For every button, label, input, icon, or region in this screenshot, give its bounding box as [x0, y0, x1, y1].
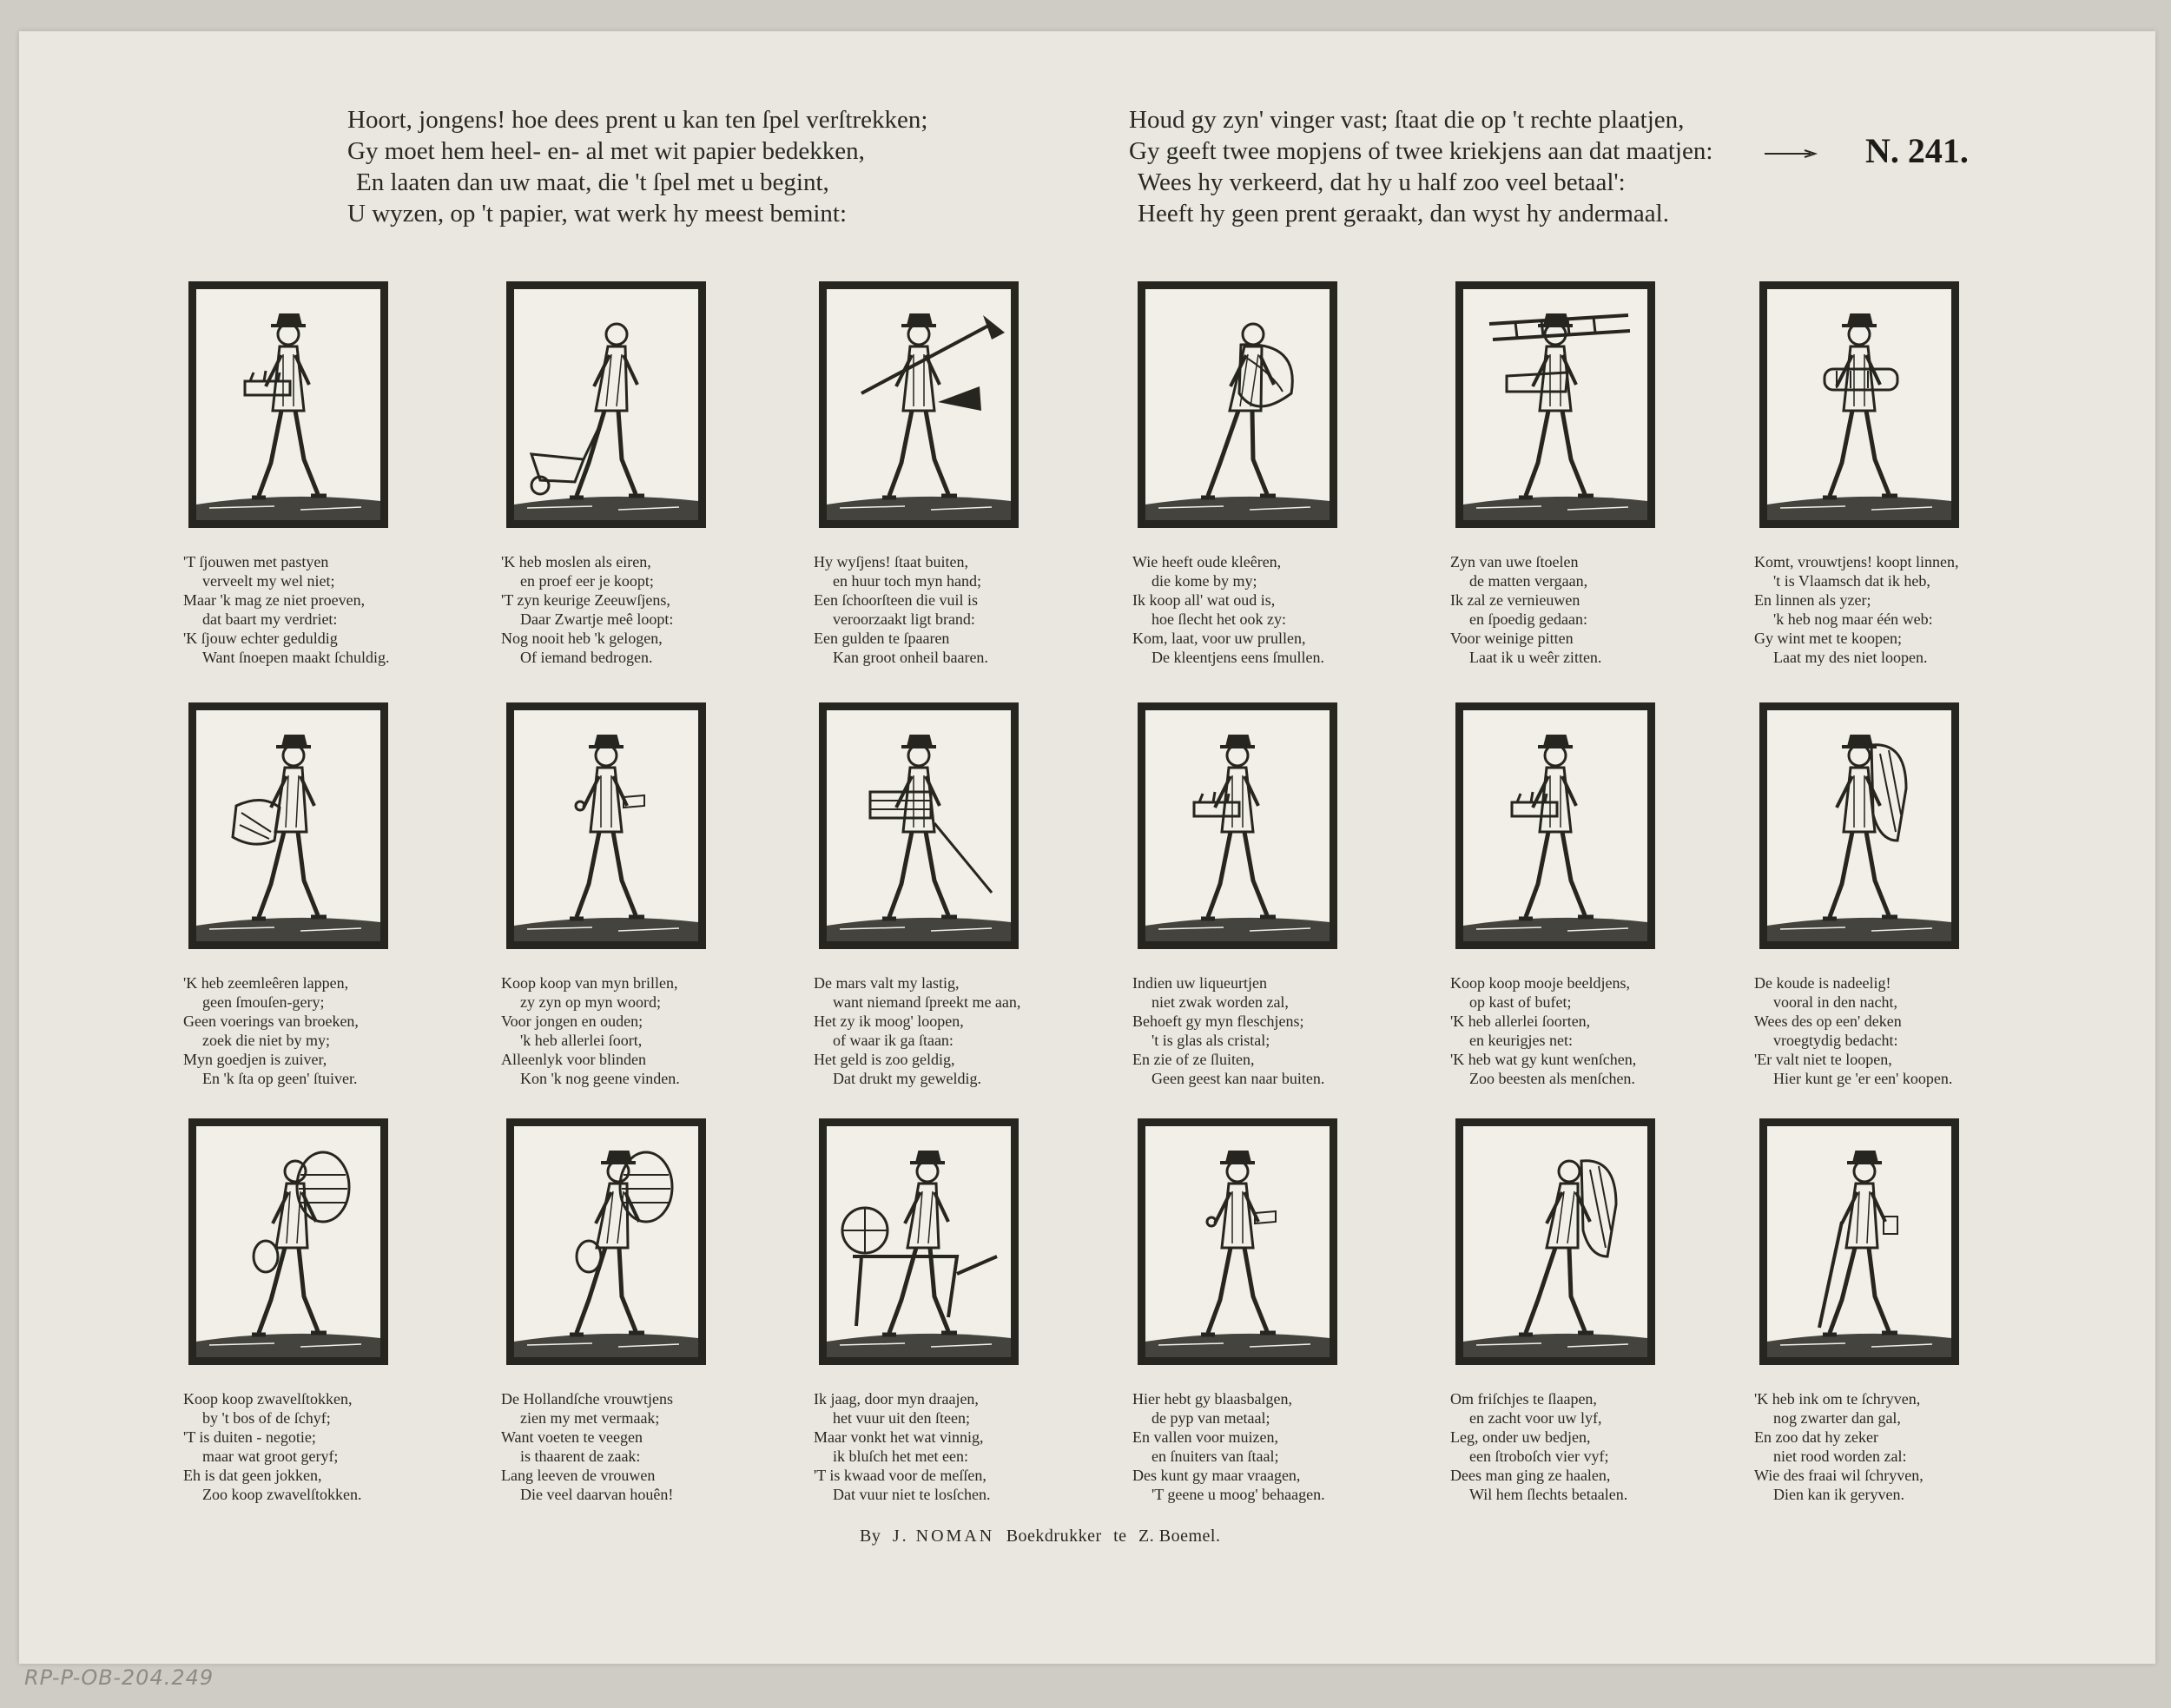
verse-line: En zoo dat hy zeker [1754, 1428, 1878, 1446]
header-stanza-left [347, 104, 1077, 260]
woodcut-verse [183, 973, 478, 1088]
header-line: Houd gy zyn' vinger vast; ſtaat die op 't rechte plaatjen, [1129, 106, 1685, 134]
verse-line: 't is glas als cristal; [1151, 1032, 1270, 1049]
verse-line: vroegtydig bedacht: [1773, 1032, 1898, 1049]
verse-line: 'T zyn keurige Zeeuwſjens, [501, 591, 670, 609]
verse-line: zoek die niet by my; [202, 1032, 330, 1049]
header-line: Heeft hy geen prent geraakt, dan wyst hy andermaal. [1138, 200, 1669, 228]
verse-line: 'k heb allerlei ſoort, [520, 1032, 643, 1049]
verse-line: niet rood worden zal: [1773, 1448, 1907, 1465]
verse-line: Eh is dat geen jokken, [183, 1467, 322, 1484]
woodcut-frame-spectacle-seller [506, 702, 706, 949]
verse-line: het vuur uit den ſteen; [833, 1409, 970, 1427]
verse-line: Voor weinige pitten [1450, 630, 1574, 647]
verse-line: nog zwarter dan gal, [1773, 1409, 1901, 1427]
verse-line: De Hollandſche vrouwtjens [501, 1390, 673, 1408]
verse-line: vooral in den nacht, [1773, 993, 1897, 1011]
header-line: Gy moet hem heel- en- al met wit papier bedekken, [347, 137, 865, 165]
verse-line: Een ſchoorſteen die vuil is [814, 591, 978, 609]
verse-line: en huur toch myn hand; [833, 572, 981, 590]
header-line: Gy geeft twee mopjens of twee kriekjens aan dat maatjen: [1129, 137, 1713, 165]
header-line: Hoort, jongens! hoe dees prent u kan ten ſpel verſtrekken; [347, 106, 928, 134]
header-verse [347, 104, 2015, 260]
verse-line: De koude is nadeelig! [1754, 974, 1891, 992]
header-line: Wees hy verkeerd, dat hy u half zoo veel betaal': [1138, 168, 1626, 196]
woodcut-figure [1145, 1126, 1330, 1357]
verse-line: Hy wyſjens! ſtaat buiten, [814, 553, 968, 570]
inventory-number: RP-P-OB-204.249 [24, 1665, 214, 1690]
verse-line: En zie of ze ſluiten, [1132, 1051, 1255, 1068]
verse-line: De mars valt my lastig, [814, 974, 960, 992]
woodcut-frame-hollandse-woman-with-basket [506, 1118, 706, 1365]
verse-line: by 't bos of de ſchyf; [202, 1409, 331, 1427]
verse-line: Maar 'k mag ze niet proeven, [183, 591, 366, 609]
verse-line: Maar vonkt het wat vinnig, [814, 1428, 984, 1446]
woodcut-frame-old-woman-with-sack [1138, 281, 1337, 528]
woodcut-verse [1754, 973, 2049, 1088]
imprint-trade: Boekdrukker [1006, 1527, 1102, 1546]
woodcut-frame-straw-seller [1455, 1118, 1655, 1365]
woodcut-figure [1767, 1126, 1951, 1357]
woodcut-frame-woman-with-chamois-rags [188, 702, 388, 949]
verse-line: is thaarent de zaak: [520, 1448, 641, 1465]
woodcut-figure [1767, 710, 1951, 941]
woodcut-figure [1145, 289, 1330, 520]
verse-line: 't is Vlaamsch dat ik heb, [1773, 572, 1930, 590]
woodcut-frame-liqueur-seller [1138, 702, 1337, 949]
verse-line: dat baart my verdriet: [202, 610, 338, 628]
verse-line: Des kunt gy maar vraagen, [1132, 1467, 1301, 1484]
woodcut-frame-knife-grinder [819, 1118, 1019, 1365]
verse-line: Dat drukt my geweldig. [833, 1070, 981, 1087]
woodcut-verse [1132, 973, 1428, 1088]
verse-line: Alleenlyk voor blinden [501, 1051, 646, 1068]
verse-line: de pyp van metaal; [1151, 1409, 1270, 1427]
verse-line: zy zyn op myn woord; [520, 993, 661, 1011]
verse-line: Kon 'k nog geene vinden. [520, 1070, 680, 1087]
woodcut-frame-pipe-and-bellows-seller [1138, 1118, 1337, 1365]
verse-line: zien my met vermaak; [520, 1409, 660, 1427]
verse-line: veroorzaakt ligt brand: [833, 610, 975, 628]
verse-line: 'K heb allerlei ſoorten, [1450, 1012, 1591, 1030]
woodcut-figure [827, 1126, 1011, 1357]
woodcut-verse [1450, 552, 1745, 667]
woodcut-figure [514, 710, 698, 941]
woodcut-frame-vendor-with-basket-tray [188, 281, 388, 528]
verse-line: Het zy ik moog' loopen, [814, 1012, 964, 1030]
verse-line: en ſnuiters van ſtaal; [1151, 1448, 1279, 1465]
verse-line: Wees des op een' deken [1754, 1012, 1902, 1030]
verse-line: 'k heb nog maar één web: [1773, 610, 1933, 628]
woodcut-figure [514, 289, 698, 520]
verse-line: op kast of bufet; [1469, 993, 1572, 1011]
woodcut-frame-figurine-seller [1455, 702, 1655, 949]
verse-line: verveelt my wel niet; [202, 572, 335, 590]
verse-line: 'K heb ink om te ſchryven, [1754, 1390, 1921, 1408]
sheet-number: N. 241. [1865, 131, 1969, 170]
woodcut-figure [827, 289, 1011, 520]
verse-line: Voor jongen en ouden; [501, 1012, 643, 1030]
woodcut-figure [827, 710, 1011, 941]
verse-line: Wie des fraai wil ſchryven, [1754, 1467, 1924, 1484]
verse-line: die kome by my; [1151, 572, 1257, 590]
verse-line: 'T geene u moog' behaagen. [1151, 1486, 1325, 1503]
verse-line: Of iemand bedrogen. [520, 649, 653, 666]
woodcut-verse [1754, 552, 2049, 667]
woodcut-verse [1450, 1389, 1745, 1504]
imprint-to: te [1113, 1527, 1127, 1546]
verse-line: Want ſnoepen maakt ſchuldig. [202, 649, 390, 666]
verse-line: Dees man ging ze haalen, [1450, 1467, 1611, 1484]
woodcut-figure [1463, 1126, 1647, 1357]
verse-line: Hier kunt ge 'er een' koopen. [1773, 1070, 1953, 1087]
woodcut-frame-man-with-wheelbarrow [506, 281, 706, 528]
woodcut-verse [501, 552, 796, 667]
verse-line: Om friſchjes te ſlaapen, [1450, 1390, 1597, 1408]
imprint-place: Z. Boemel. [1138, 1527, 1221, 1546]
woodcut-frame-chimney-sweep-with-brooms [819, 281, 1019, 528]
header-line: En laaten dan uw maat, die 't ſpel met u begint, [356, 168, 829, 196]
woodcut-verse [501, 1389, 796, 1504]
verse-line: Geen voerings van broeken, [183, 1012, 359, 1030]
verse-line: Kan groot onheil baaren. [833, 649, 988, 666]
verse-line: Leg, onder uw bedjen, [1450, 1428, 1591, 1446]
woodcut-figure [196, 710, 380, 941]
verse-line: En 'k ſta op geen' ſtuiver. [202, 1070, 358, 1087]
verse-line: Want voeten te veegen [501, 1428, 643, 1446]
verse-line: Wie heeft oude kleêren, [1132, 553, 1282, 570]
verse-line: maar wat groot geryf; [202, 1448, 339, 1465]
verse-line: Hier hebt gy blaasbalgen, [1132, 1390, 1292, 1408]
woodcut-frame-ink-seller-with-stick [1759, 1118, 1959, 1365]
woodcut-frame-blanket-seller [1759, 702, 1959, 949]
woodcut-verse [1754, 1389, 2049, 1504]
verse-line: de matten vergaan, [1469, 572, 1588, 590]
header-line: U wyzen, op 't papier, wat werk hy meest bemint: [347, 200, 848, 228]
verse-line: Ik jaag, door myn draajen, [814, 1390, 979, 1408]
woodcut-frame-linen-seller-with-roll [1759, 281, 1959, 528]
verse-line: Ik zal ze vernieuwen [1450, 591, 1580, 609]
verse-line: hoe ſlecht het ook zy: [1151, 610, 1286, 628]
verse-line: Wil hem ſlechts betaalen. [1469, 1486, 1628, 1503]
woodcut-frame-chair-mender-with-ladder [1455, 281, 1655, 528]
woodcut-verse [814, 552, 1109, 667]
verse-line: Nog nooit heb 'k gelogen, [501, 630, 663, 647]
verse-line: En vallen voor muizen, [1132, 1428, 1278, 1446]
verse-line: 'T is duiten - negotie; [183, 1428, 316, 1446]
woodcut-verse [501, 973, 796, 1088]
woodcut-figure [1767, 289, 1951, 520]
woodcut-verse [814, 973, 1109, 1088]
verse-line: niet zwak worden zal, [1151, 993, 1289, 1011]
woodcut-frame-match-seller-with-basket [188, 1118, 388, 1365]
woodcut-verse [814, 1389, 1109, 1504]
verse-line: 'K heb moslen als eiren, [501, 553, 651, 570]
verse-line: 'K heb wat gy kunt wenſchen, [1450, 1051, 1637, 1068]
verse-line: 'Er valt niet te loopen, [1754, 1051, 1892, 1068]
verse-line: Lang leeven de vrouwen [501, 1467, 656, 1484]
verse-line: of waar ik ga ſtaan: [833, 1032, 954, 1049]
verse-line: en ſpoedig gedaan: [1469, 610, 1587, 628]
pointing-hand-icon [1763, 149, 1824, 158]
woodcut-figure [1463, 710, 1647, 941]
verse-line: Kom, laat, voor uw prullen, [1132, 630, 1306, 647]
verse-line: De kleentjens eens ſmullen. [1151, 649, 1324, 666]
header-stanza-right [1129, 104, 1858, 260]
verse-line: Daar Zwartje meê loopt: [520, 610, 674, 628]
woodcut-verse [1450, 973, 1745, 1088]
verse-line: 'T is kwaad voor de meſſen, [814, 1467, 987, 1484]
verse-line: 'K heb zeemleêren lappen, [183, 974, 349, 992]
imprint-printer: J. NOMAN [892, 1527, 995, 1546]
verse-line: geen ſmouſen-gery; [202, 993, 325, 1011]
woodcut-frame-peddler-with-box [819, 702, 1019, 949]
woodcut-verse [1132, 1389, 1428, 1504]
verse-line: Koop koop zwavelſtokken, [183, 1390, 353, 1408]
woodcut-verse [183, 1389, 478, 1504]
verse-line: Geen geest kan naar buiten. [1151, 1070, 1325, 1087]
verse-line: en zacht voor uw lyf, [1469, 1409, 1602, 1427]
verse-line: en proef eer je koopt; [520, 572, 654, 590]
verse-line: Myn goedjen is zuiver, [183, 1051, 327, 1068]
verse-line: Die veel daarvan houên! [520, 1486, 674, 1503]
verse-line: Gy wint met te koopen; [1754, 630, 1902, 647]
verse-line: Dien kan ik geryven. [1773, 1486, 1904, 1503]
verse-line: Een gulden te ſpaaren [814, 630, 950, 647]
woodcut-figure [514, 1126, 698, 1357]
woodcut-verse [183, 552, 478, 667]
woodcut-figure [1463, 289, 1647, 520]
imprint [860, 1527, 1227, 1546]
verse-line: want niemand ſpreekt me aan, [833, 993, 1021, 1011]
verse-line: 'K ſjouw echter geduldig [183, 630, 338, 647]
verse-line: Koop koop van myn brillen, [501, 974, 678, 992]
verse-line: Indien uw liqueurtjen [1132, 974, 1267, 992]
verse-line: Dat vuur niet te losſchen. [833, 1486, 991, 1503]
verse-line: Koop koop mooje beeldjens, [1450, 974, 1630, 992]
verse-line: Ik koop all' wat oud is, [1132, 591, 1276, 609]
verse-line: Zoo beesten als menſchen. [1469, 1070, 1635, 1087]
verse-line: Het geld is zoo geldig, [814, 1051, 955, 1068]
woodcut-verse [1132, 552, 1428, 667]
verse-line: Komt, vrouwtjens! koopt linnen, [1754, 553, 1959, 570]
verse-line: Zoo koop zwavelſtokken. [202, 1486, 362, 1503]
verse-line: 'T ſjouwen met pastyen [183, 553, 329, 570]
verse-line: en keurigjes net: [1469, 1032, 1573, 1049]
verse-line: een ſtroboſch vier vyf; [1469, 1448, 1609, 1465]
verse-line: Laat my des niet loopen. [1773, 649, 1928, 666]
woodcut-figure [196, 289, 380, 520]
verse-line: En linnen als yzer; [1754, 591, 1871, 609]
verse-line: Zyn van uwe ſtoelen [1450, 553, 1579, 570]
verse-line: ik bluſch het met een: [833, 1448, 968, 1465]
imprint-by: By [860, 1527, 881, 1546]
verse-line: Laat ik u weêr zitten. [1469, 649, 1602, 666]
woodcut-figure [1145, 710, 1330, 941]
verse-line: Behoeft gy myn fleschjens; [1132, 1012, 1304, 1030]
woodcut-figure [196, 1126, 380, 1357]
